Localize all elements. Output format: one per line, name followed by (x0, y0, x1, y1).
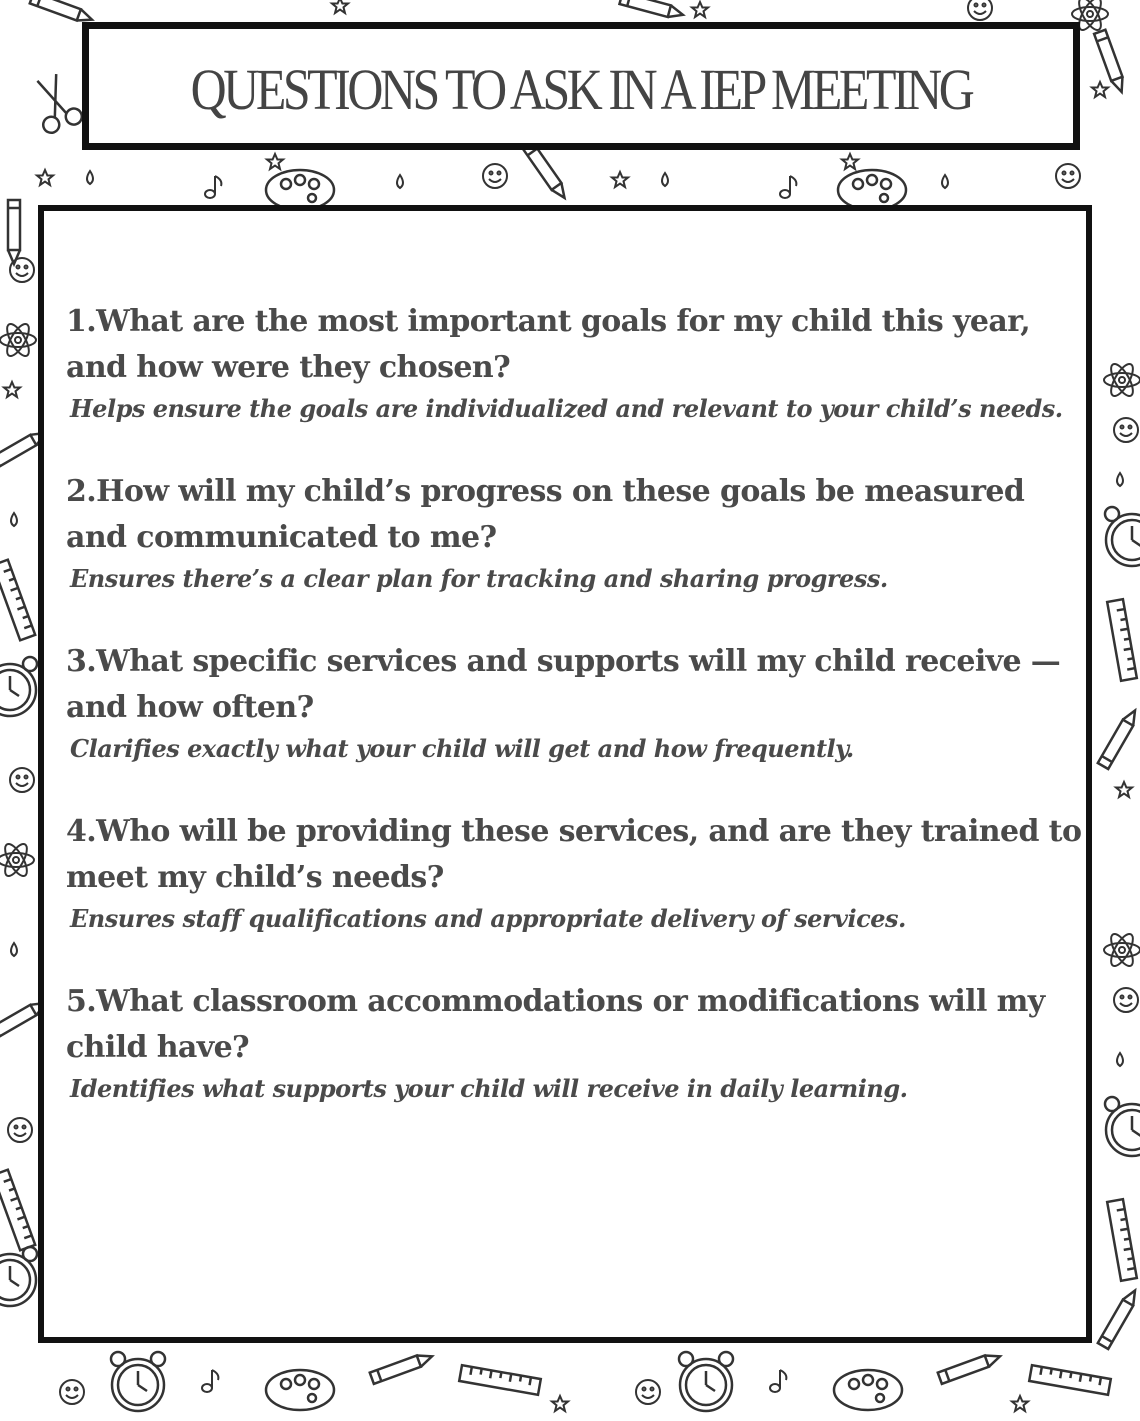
question-note: Ensures staff qualifications and appropriate delivery of services. (70, 904, 906, 933)
question-note: Helps ensure the goals are individualized and relevant to your child’s needs. (70, 394, 1063, 423)
question-text: 2.How will my child’s progress on these goals be measured and communicated to me? (66, 474, 1025, 555)
page-title: QUESTIONS TO ASK IN A IEP MEETING (190, 56, 972, 122)
question-item-5 (66, 979, 1086, 1107)
question-note: Identifies what supports your child will receive in daily learning. (70, 1074, 908, 1103)
question-note: Clarifies exactly what your child will get and how frequently. (70, 734, 854, 763)
question-list (66, 299, 1086, 1149)
question-item-1 (66, 299, 1086, 427)
question-text: 3.What specific services and supports will my child receive — and how often? (66, 644, 1061, 725)
questions-panel (38, 205, 1092, 1343)
question-text: 1.What are the most important goals for my child this year, and how were they chosen? (66, 304, 1031, 385)
title-banner (82, 22, 1080, 150)
question-item-2 (66, 469, 1086, 597)
question-item-3 (66, 639, 1086, 767)
question-note: Ensures there’s a clear plan for tracking and sharing progress. (70, 564, 888, 593)
question-text: 5.What classroom accommodations or modifications will my child have? (66, 984, 1045, 1065)
question-item-4 (66, 809, 1086, 937)
question-text: 4.Who will be providing these services, and are they trained to meet my child’s needs? (66, 814, 1082, 895)
